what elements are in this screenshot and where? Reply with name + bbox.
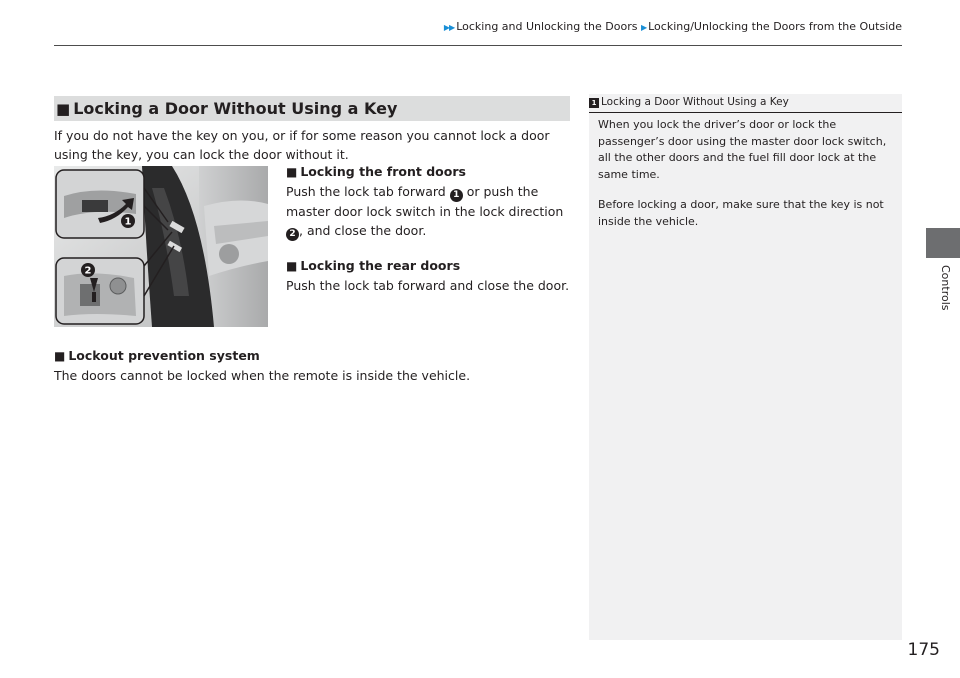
breadcrumb-part-2[interactable]: Locking/Unlocking the Doors from the Outside — [648, 20, 902, 33]
chapter-tab-label: Controls — [939, 265, 952, 311]
sidebar-note-rule — [589, 112, 902, 113]
sidebar-note-paragraph-2: Before locking a door, make sure that the key is not inside the vehicle. — [598, 198, 884, 228]
section-heading — [54, 96, 570, 121]
rear-doors-text: Push the lock tab forward and close the door. — [286, 278, 570, 293]
lockout-block — [54, 346, 574, 385]
breadcrumb-arrow-icon: ▶▶ — [443, 23, 455, 32]
figure-callout-1: 1 — [124, 216, 132, 228]
header-rule — [54, 45, 902, 46]
section-marker-icon: ■ — [56, 99, 71, 118]
sidebar-note-title: 1 Locking a Door Without Using a Key — [589, 96, 902, 108]
rear-doors-block — [286, 256, 576, 295]
section-title: Locking a Door Without Using a Key — [73, 99, 398, 118]
lockout-heading: ■ Lockout prevention system — [54, 348, 260, 363]
breadcrumb — [444, 20, 902, 33]
subhead-marker-icon: ■ — [286, 259, 298, 273]
chapter-tab[interactable] — [926, 228, 960, 258]
subhead-marker-icon: ■ — [286, 165, 298, 179]
breadcrumb-part-1[interactable]: Locking and Unlocking the Doors — [456, 20, 638, 33]
callout-2-icon: 2 — [286, 228, 299, 241]
front-doors-block — [286, 162, 576, 241]
intro-paragraph: If you do not have the key on you, or if for some reason you cannot lock a door using the key, you can lock the door without it. — [54, 128, 550, 162]
front-doors-text: Push the lock tab forward 1 or push the master door lock switch in the lock direction 2 , and close the door. — [286, 184, 564, 239]
breadcrumb-arrow-icon: ▶ — [640, 23, 647, 32]
sidebar-note-paragraph-1: When you lock the driver’s door or lock the passenger’s door using the master door lock switch, all the other doors and the fuel fill door lock at the same time. — [598, 118, 887, 181]
note-marker-icon: 1 — [589, 98, 599, 108]
lockout-text: The doors cannot be locked when the remote is inside the vehicle. — [54, 368, 471, 383]
front-doors-heading: ■ Locking the front doors — [286, 164, 466, 179]
callout-1-icon: 1 — [450, 189, 463, 202]
page-number: 175 — [907, 640, 940, 660]
door-lock-illustration — [54, 166, 268, 327]
rear-doors-heading: ■ Locking the rear doors — [286, 258, 461, 273]
subhead-marker-icon: ■ — [54, 349, 66, 363]
figure-callout-2: 2 — [84, 265, 92, 277]
